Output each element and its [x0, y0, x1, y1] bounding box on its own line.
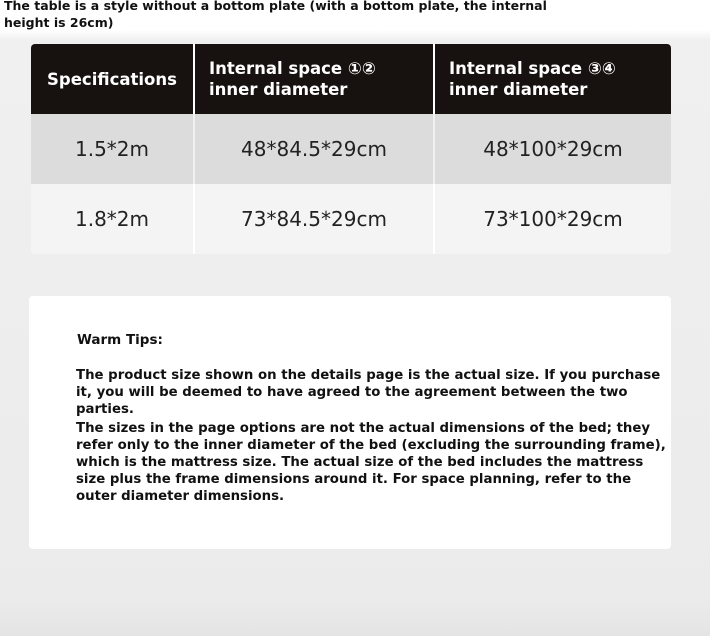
tips-title: Warm Tips: [77, 332, 163, 348]
cell-internal-space-1-2: 73*84.5*29cm [193, 184, 433, 254]
tips-paragraph-actual-size: The product size shown on the details page is the actual size. If you purchase it, you will be deemed to have agreed to the agreement between the two parties. [76, 368, 661, 417]
warm-tips-card [29, 296, 671, 549]
table-row [31, 184, 671, 254]
header-specifications: Specifications [47, 69, 177, 89]
specifications-table [31, 44, 671, 254]
table-style-note: The table is a style without a bottom plate (with a bottom plate, the internal height is 26cm) [4, 0, 547, 30]
header-internal-space-3-4: Internal space ③④ inner diameter [433, 44, 671, 114]
cell-specification: 1.5*2m [74, 137, 149, 161]
cell-specification: 1.8*2m [74, 207, 149, 231]
table-header-row [31, 44, 671, 114]
cell-internal-space-1-2: 48*84.5*29cm [193, 114, 433, 184]
header-internal-space-1-2: Internal space ①② inner diameter [193, 44, 433, 114]
cell-internal-space-3-4: 73*100*29cm [433, 184, 671, 254]
cell-internal-space-3-4: 48*100*29cm [433, 114, 671, 184]
tips-paragraph-dimensions: The sizes in the page options are not the actual dimensions of the bed; they refer only to the inner diameter of the bed (excluding the surrounding frame), which is the mattress size. The actual size of the bed includes the mattress size plus the frame dimensions around it. For space planning, refer to the outer diameter dimensions. [76, 421, 666, 504]
table-row [31, 114, 671, 184]
